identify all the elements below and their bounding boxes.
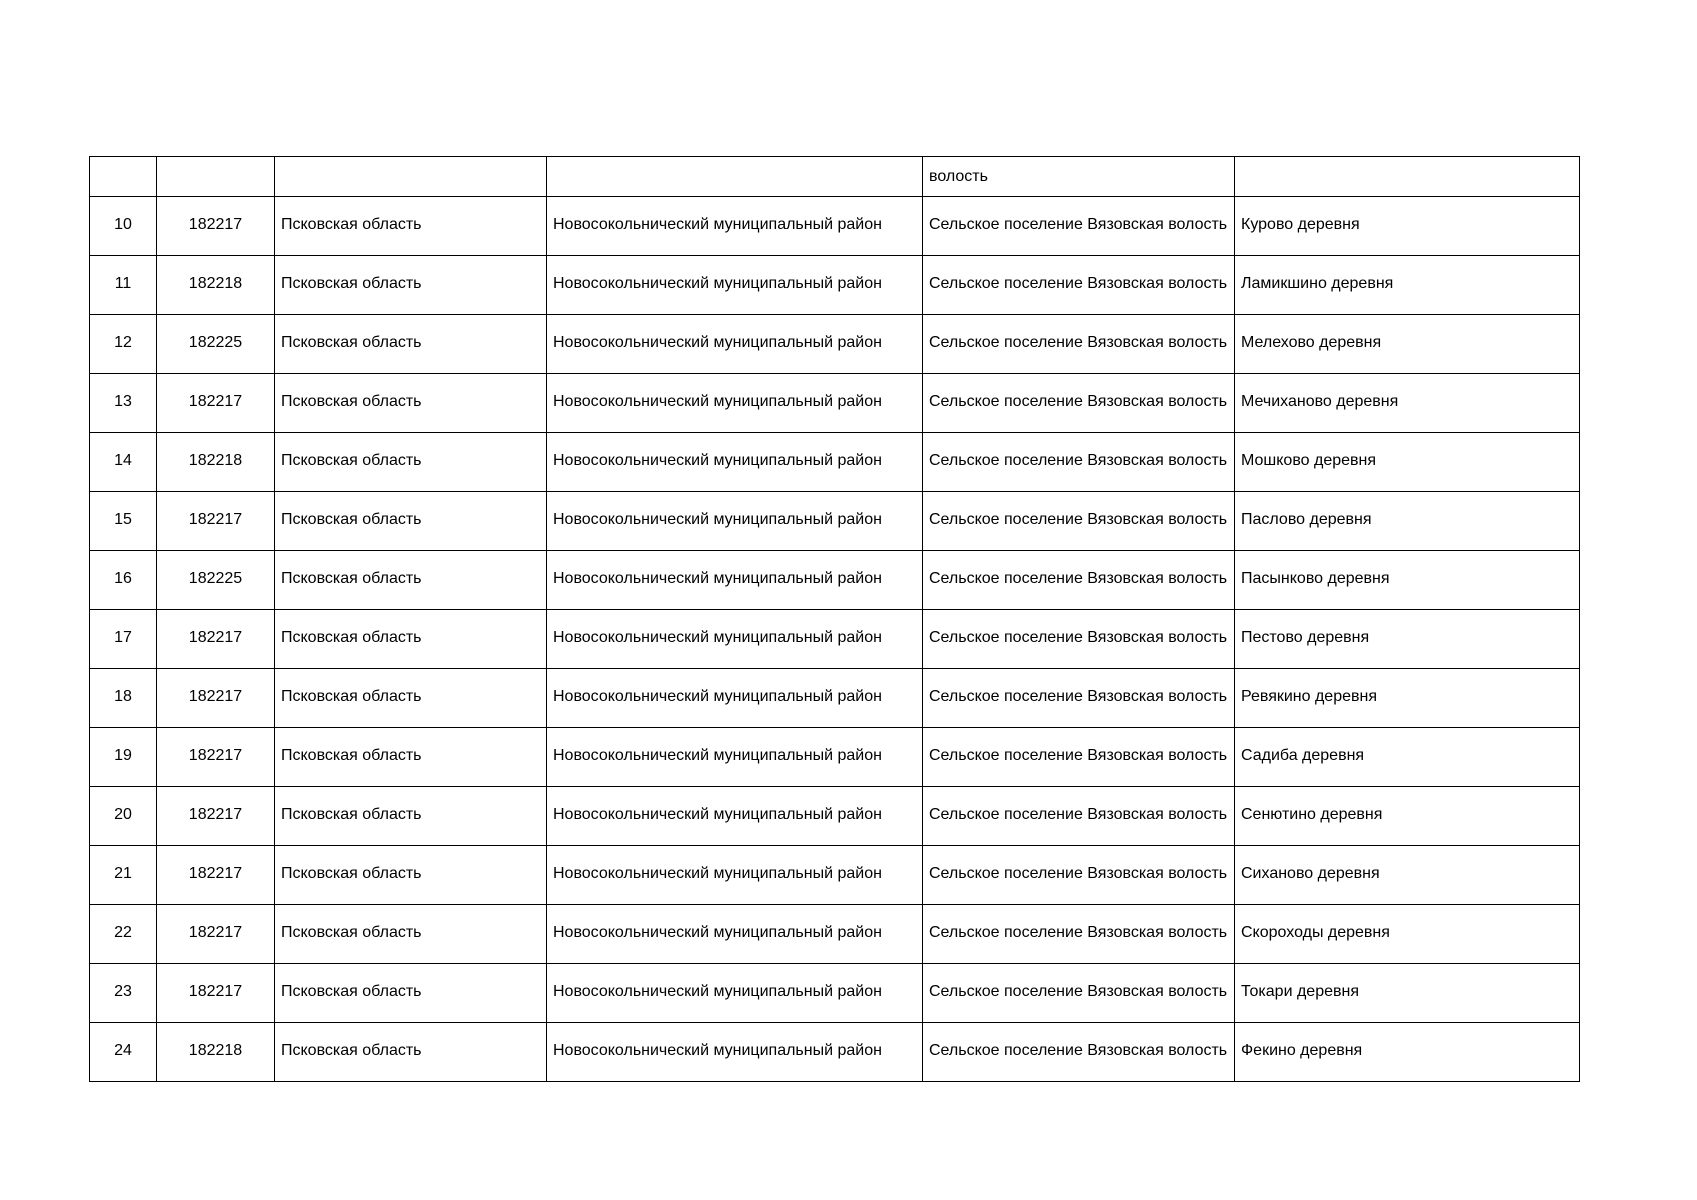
cell-number: 20	[90, 787, 157, 846]
cell-region: Псковская область	[275, 846, 547, 905]
cell-region: Псковская область	[275, 315, 547, 374]
cell-region: Псковская область	[275, 492, 547, 551]
cell-district: Новосокольнический муниципальный район	[547, 728, 923, 787]
table-row	[90, 728, 1580, 787]
cell-region: Псковская область	[275, 905, 547, 964]
cell-number: 24	[90, 1023, 157, 1082]
cell-settlement: волость	[923, 157, 1235, 197]
cell-settlement: Сельское поселение Вязовская волость	[923, 964, 1235, 1023]
cell-settlement: Сельское поселение Вязовская волость	[923, 846, 1235, 905]
cell-locality: Сиханово деревня	[1235, 846, 1580, 905]
cell-region: Псковская область	[275, 256, 547, 315]
cell-region: Псковская область	[275, 197, 547, 256]
cell-postal-code: 182217	[157, 374, 275, 433]
cell-locality	[1235, 157, 1580, 197]
cell-region: Псковская область	[275, 669, 547, 728]
table-row	[90, 315, 1580, 374]
cell-postal-code: 182217	[157, 197, 275, 256]
cell-postal-code: 182218	[157, 433, 275, 492]
cell-locality: Садиба деревня	[1235, 728, 1580, 787]
cell-district: Новосокольнический муниципальный район	[547, 905, 923, 964]
table-row	[90, 197, 1580, 256]
cell-district: Новосокольнический муниципальный район	[547, 197, 923, 256]
table-row	[90, 787, 1580, 846]
table-row	[90, 964, 1580, 1023]
cell-locality: Токари деревня	[1235, 964, 1580, 1023]
cell-number: 13	[90, 374, 157, 433]
cell-number: 10	[90, 197, 157, 256]
table-row	[90, 551, 1580, 610]
cell-postal-code	[157, 157, 275, 197]
cell-settlement: Сельское поселение Вязовская волость	[923, 197, 1235, 256]
table-row	[90, 1023, 1580, 1082]
table-row	[90, 492, 1580, 551]
table-row-continuation	[90, 157, 1580, 197]
table-row	[90, 905, 1580, 964]
cell-number: 17	[90, 610, 157, 669]
cell-settlement: Сельское поселение Вязовская волость	[923, 728, 1235, 787]
table-row	[90, 374, 1580, 433]
cell-postal-code: 182225	[157, 551, 275, 610]
cell-locality: Скороходы деревня	[1235, 905, 1580, 964]
table-row	[90, 433, 1580, 492]
cell-postal-code: 182217	[157, 610, 275, 669]
cell-district: Новосокольнический муниципальный район	[547, 315, 923, 374]
cell-settlement: Сельское поселение Вязовская волость	[923, 256, 1235, 315]
cell-region: Псковская область	[275, 433, 547, 492]
cell-postal-code: 182225	[157, 315, 275, 374]
cell-district: Новосокольнический муниципальный район	[547, 846, 923, 905]
cell-locality: Фекино деревня	[1235, 1023, 1580, 1082]
cell-settlement: Сельское поселение Вязовская волость	[923, 551, 1235, 610]
cell-postal-code: 182218	[157, 256, 275, 315]
cell-district: Новосокольнический муниципальный район	[547, 787, 923, 846]
cell-locality: Курово деревня	[1235, 197, 1580, 256]
cell-district	[547, 157, 923, 197]
cell-district: Новосокольнический муниципальный район	[547, 1023, 923, 1082]
cell-region: Псковская область	[275, 964, 547, 1023]
cell-region: Псковская область	[275, 610, 547, 669]
cell-settlement: Сельское поселение Вязовская волость	[923, 610, 1235, 669]
address-table	[89, 156, 1580, 1082]
cell-district: Новосокольнический муниципальный район	[547, 551, 923, 610]
table-row	[90, 846, 1580, 905]
cell-postal-code: 182217	[157, 846, 275, 905]
cell-district: Новосокольнический муниципальный район	[547, 492, 923, 551]
cell-postal-code: 182217	[157, 905, 275, 964]
cell-region: Псковская область	[275, 551, 547, 610]
cell-settlement: Сельское поселение Вязовская волость	[923, 787, 1235, 846]
cell-number: 18	[90, 669, 157, 728]
cell-region: Псковская область	[275, 787, 547, 846]
cell-postal-code: 182218	[157, 1023, 275, 1082]
cell-settlement: Сельское поселение Вязовская волость	[923, 315, 1235, 374]
cell-district: Новосокольнический муниципальный район	[547, 610, 923, 669]
cell-locality: Мелехово деревня	[1235, 315, 1580, 374]
cell-district: Новосокольнический муниципальный район	[547, 256, 923, 315]
cell-district: Новосокольнический муниципальный район	[547, 433, 923, 492]
table-row	[90, 669, 1580, 728]
cell-region: Псковская область	[275, 728, 547, 787]
cell-settlement: Сельское поселение Вязовская волость	[923, 433, 1235, 492]
cell-postal-code: 182217	[157, 728, 275, 787]
cell-number: 21	[90, 846, 157, 905]
cell-number: 15	[90, 492, 157, 551]
cell-locality: Мошково деревня	[1235, 433, 1580, 492]
cell-district: Новосокольнический муниципальный район	[547, 374, 923, 433]
cell-region	[275, 157, 547, 197]
cell-locality: Мечиханово деревня	[1235, 374, 1580, 433]
cell-locality: Пасынково деревня	[1235, 551, 1580, 610]
cell-number: 11	[90, 256, 157, 315]
cell-postal-code: 182217	[157, 669, 275, 728]
cell-settlement: Сельское поселение Вязовская волость	[923, 492, 1235, 551]
cell-settlement: Сельское поселение Вязовская волость	[923, 669, 1235, 728]
cell-region: Псковская область	[275, 1023, 547, 1082]
cell-number: 16	[90, 551, 157, 610]
cell-locality: Паслово деревня	[1235, 492, 1580, 551]
cell-locality: Сенютино деревня	[1235, 787, 1580, 846]
table-row	[90, 610, 1580, 669]
cell-locality: Ревякино деревня	[1235, 669, 1580, 728]
cell-settlement: Сельское поселение Вязовская волость	[923, 374, 1235, 433]
cell-number: 14	[90, 433, 157, 492]
cell-number: 22	[90, 905, 157, 964]
address-table-body	[90, 157, 1580, 1082]
cell-district: Новосокольнический муниципальный район	[547, 964, 923, 1023]
cell-settlement: Сельское поселение Вязовская волость	[923, 905, 1235, 964]
table-row	[90, 256, 1580, 315]
cell-district: Новосокольнический муниципальный район	[547, 669, 923, 728]
cell-number: 19	[90, 728, 157, 787]
cell-locality: Пестово деревня	[1235, 610, 1580, 669]
cell-postal-code: 182217	[157, 964, 275, 1023]
cell-locality: Ламикшино деревня	[1235, 256, 1580, 315]
cell-number: 12	[90, 315, 157, 374]
cell-number: 23	[90, 964, 157, 1023]
cell-settlement: Сельское поселение Вязовская волость	[923, 1023, 1235, 1082]
cell-region: Псковская область	[275, 374, 547, 433]
cell-postal-code: 182217	[157, 787, 275, 846]
cell-number	[90, 157, 157, 197]
cell-postal-code: 182217	[157, 492, 275, 551]
